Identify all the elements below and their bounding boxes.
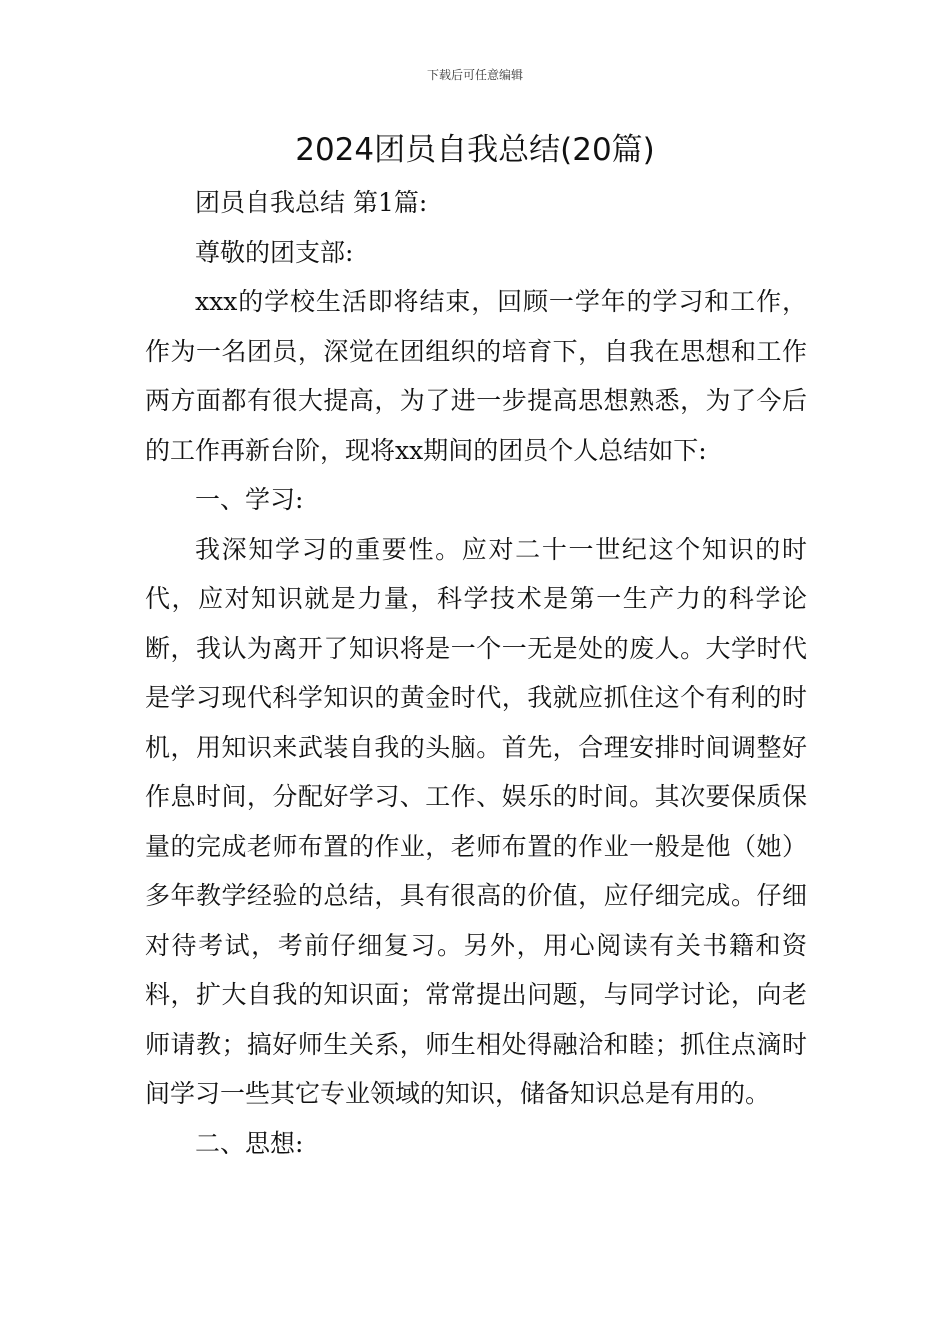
- document-title: 2024团员自我总结(20篇): [295, 132, 655, 168]
- section-heading-piece-1: 团员自我总结 第1篇:: [195, 188, 428, 217]
- salutation: 尊敬的团支部:: [195, 237, 354, 267]
- document-body: [145, 178, 807, 1168]
- section-heading-thought: 二、思想:: [195, 1128, 304, 1158]
- intro-paragraph: xxx的学校生活即将结束，回顾一学年的学习和工作，作为一名团员，深觉在团组织的培育下，自我在思想和工作两方面都有很大提高，为了进一步提高思想熟悉，为了今后的工作再新台阶，现将xx期间的团员个人总结如下:: [145, 287, 807, 465]
- study-paragraph: 我深知学习的重要性。应对二十一世纪这个知识的时代，应对知识就是力量，科学技术是第一生产力的科学论断，我认为离开了知识将是一个一无是处的废人。大学时代是学习现代科学知识的黄金时代，我就应抓住这个有利的时机，用知识来武装自我的头脑。首先，合理安排时间调整好作息时间，分配好学习、工作、娱乐的时间。其次要保质保量的完成老师布置的作业，老师布置的作业一般是他（她）多年教学经验的总结，具有很高的价值，应仔细完成。仔细对待考试，考前仔细复习。另外，用心阅读有关书籍和资料，扩大自我的知识面；常常提出问题，与同学讨论，向老师请教；搞好师生关系，师生相处得融洽和睦；抓住点滴时间学习一些其它专业领域的知识，储备知识总是有用的。: [145, 534, 807, 1108]
- header-note: 下载后可任意编辑: [426, 68, 523, 82]
- section-heading-study: 一、学习:: [195, 485, 304, 514]
